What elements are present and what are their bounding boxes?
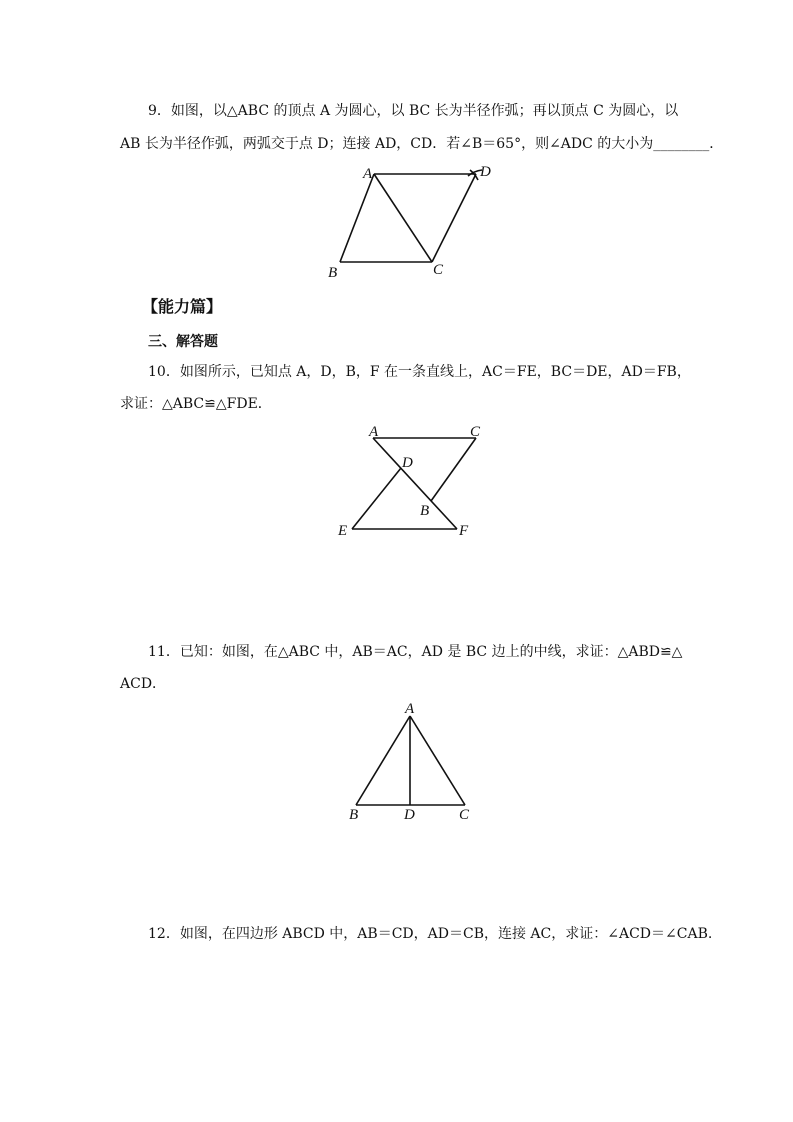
q11-segment-ab [356,716,410,805]
q11-text-line2: ACD． [120,676,167,692]
section-title: 【能力篇】 [142,297,223,316]
q11-label-c: C [459,807,470,823]
q11-label-b: B [349,807,359,823]
q9-label-d: D [480,164,491,180]
q10-label-d: D [402,455,413,471]
q9-label-b: B [328,265,338,281]
section-subtitle: 三、解答题 [148,334,218,350]
q10-segment-cb [431,438,476,501]
q11-label-a: A [405,701,415,717]
q10-label-c: C [470,424,481,440]
q10-label-a: A [369,424,379,440]
q9-arc-2 [468,170,482,176]
q11-text-line1: 11．已知：如图，在△ABC 中，AB＝AC，AD 是 BC 边上的中线，求证：△ABD≌△ [148,644,683,660]
q9-segment-cd [432,174,476,262]
q10-label-e: E [338,523,348,539]
q9-label-c: C [433,262,444,278]
q12-text-line1: 12．如图，在四边形 ABCD 中，AB＝CD，AD＝CB，连接 AC，求证：∠ACD＝∠CAB. [148,926,713,942]
q11-segment-ac [410,716,465,805]
q10-label-f: F [459,523,469,539]
q10-segment-af [373,438,457,529]
q10-segment-ed [352,468,401,529]
q10-text-line2: 求证：△ABC≌△FDE． [120,396,272,412]
q9-segment-ab [340,174,374,262]
q9-segment-ac [374,174,432,262]
q9-label-a: A [363,166,373,182]
q11-label-d: D [404,807,415,823]
q9-text-line1: 9．如图，以△ABC 的顶点 A 为圆心，以 BC 长为半径作弧；再以顶点 C 为圆心，以 [148,103,679,119]
q10-label-b: B [420,503,430,519]
q9-text-line2: AB 长为半径作弧，两弧交于点 D；连接 AD，CD．若∠B＝65°，则∠ADC 的大小为________． [120,136,724,152]
q9-arc-1 [470,170,478,180]
q10-text-line1: 10．如图所示，已知点 A，D，B，F 在一条直线上，AC＝FE，BC＝DE，AD＝FB， [148,364,691,380]
